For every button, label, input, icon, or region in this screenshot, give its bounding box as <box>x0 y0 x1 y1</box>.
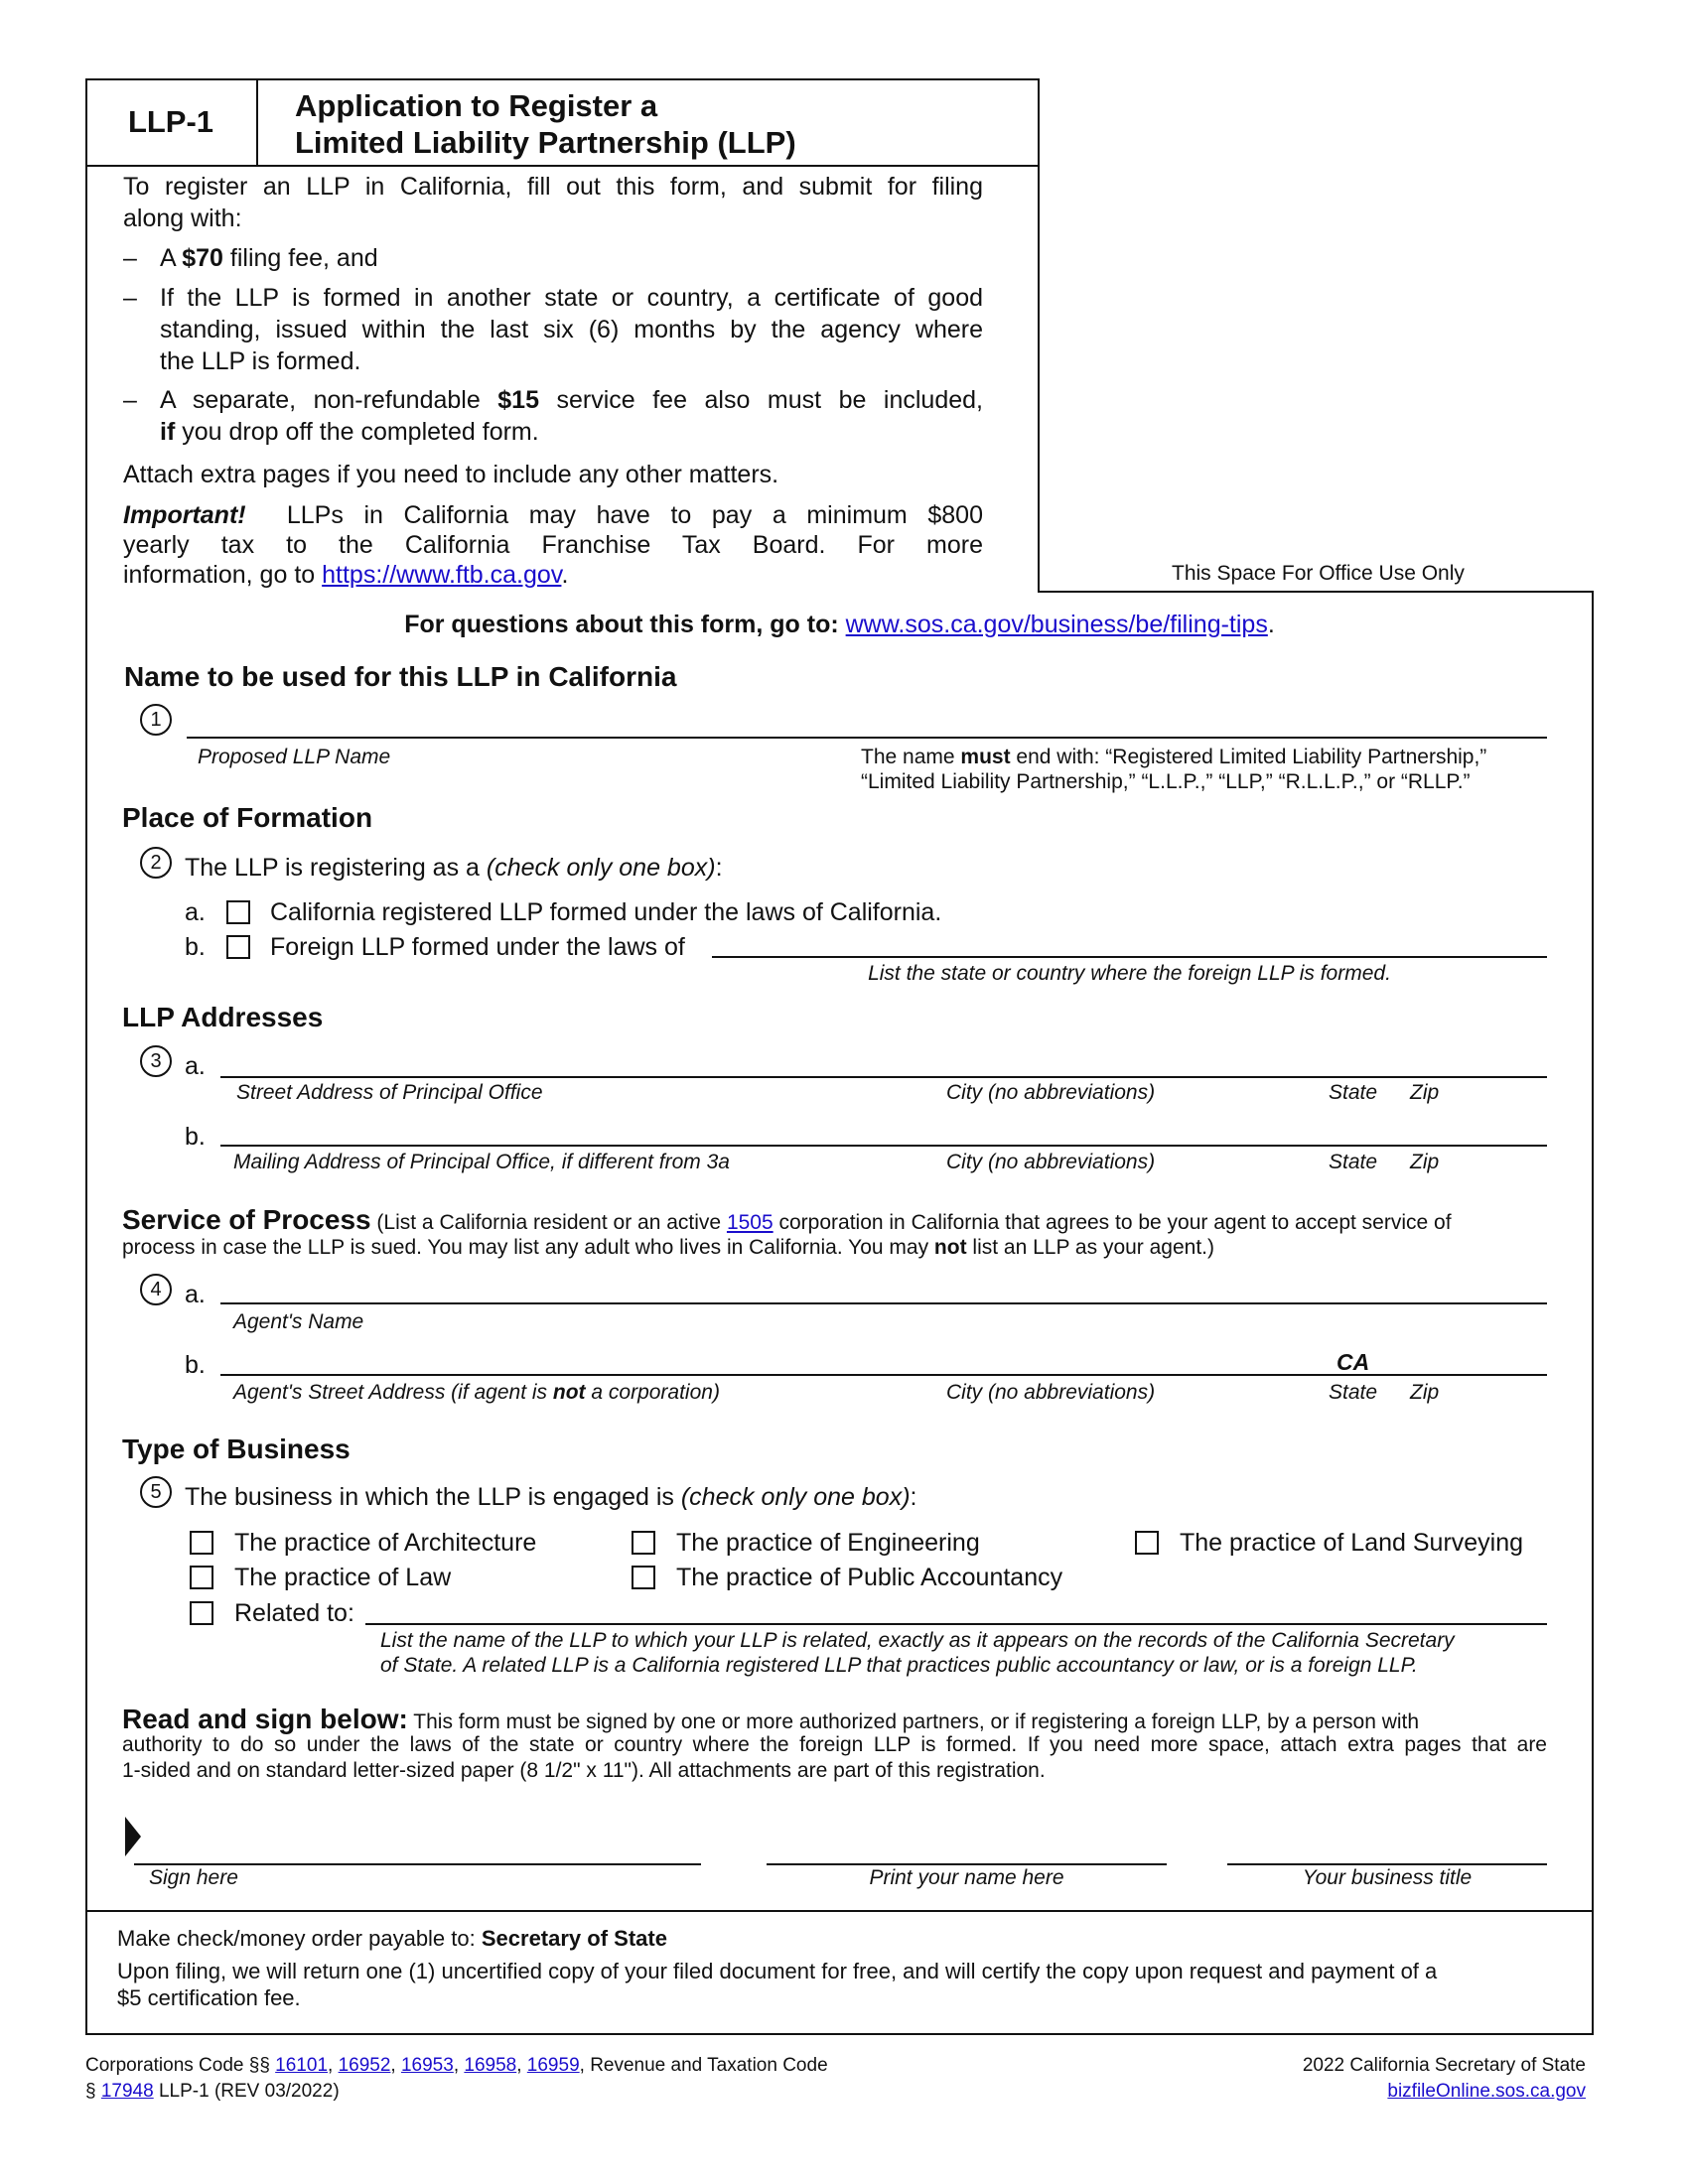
bizfile-link[interactable]: bizfileOnline.sos.ca.gov <box>1387 2081 1586 2102</box>
code-link[interactable]: 16953 <box>400 2055 454 2076</box>
border <box>85 165 1040 167</box>
office-use-label: This Space For Office Use Only <box>1172 562 1465 585</box>
code-link[interactable]: 16958 <box>464 2055 517 2076</box>
divider <box>85 1910 1594 1912</box>
field-label: Zip <box>1410 1381 1440 1404</box>
sign-instructions: 1-sided and on standard letter-sized paper (8 1/2" x 11"). All attachments are part of this registration. <box>122 1759 1046 1782</box>
item-number: 1 <box>140 704 172 736</box>
architecture-checkbox[interactable] <box>190 1531 213 1555</box>
t: , Revenue and Taxation Code <box>579 2055 828 2076</box>
footer-codes: Corporations Code §§ 16101, 16952, 16953, 16958, 16959, Revenue and Taxation Code <box>85 2055 828 2076</box>
t: Corporations Code §§ <box>85 2055 276 2076</box>
field-label: Zip <box>1410 1151 1440 1173</box>
field-label: Agent's Name <box>233 1310 364 1333</box>
important-note: yearly tax to the California Franchise Tax Board. For more <box>123 531 983 559</box>
t: not <box>933 1236 967 1259</box>
t: (check only one box) <box>486 854 716 882</box>
footer-revision <box>85 2081 340 2103</box>
item-number: 5 <box>140 1476 172 1508</box>
field-label: Zip <box>1410 1081 1440 1104</box>
border <box>256 78 258 166</box>
mailing-address-field[interactable] <box>220 1145 1547 1147</box>
intro-text: along with: <box>123 205 242 232</box>
border <box>1592 591 1594 2035</box>
bullet-text: If the LLP is formed in another state or country, a certificate of good <box>160 284 983 312</box>
t: This form must be signed by one or more authorized partners, or if registering a foreign LLP, by a person with <box>407 1710 1420 1733</box>
option-label: Foreign LLP formed under the laws of <box>270 933 685 961</box>
copy-note: Upon filing, we will return one (1) uncertified copy of your filed document for free, and will certify the copy upon request and payment of a <box>117 1959 1438 1983</box>
t: The LLP is registering as a <box>185 854 487 882</box>
filing-tips-link[interactable]: www.sos.ca.gov/business/be/filing-tips <box>845 611 1268 638</box>
item-number: 3 <box>140 1045 172 1077</box>
proposed-llp-name-field[interactable] <box>187 737 1547 739</box>
payee: Secretary of State <box>481 1926 667 1951</box>
section-heading: Service of Process <box>122 1204 371 1235</box>
t: LLPs in California may have to pay a minimum $800 <box>286 501 983 529</box>
field-label <box>233 1380 720 1406</box>
title-line: Application to Register a <box>295 88 658 123</box>
border <box>85 2033 1594 2035</box>
name-ending-note: “Limited Liability Partnership,” “L.L.P.,” “LLP,” “R.L.L.P.,” or “RLLP.” <box>861 770 1471 793</box>
form-title <box>295 87 796 161</box>
sign-arrow-icon <box>125 1817 141 1856</box>
field-help: of State. A related LLP is a California registered LLP that practices public accountancy or law, or is a foreign LLP. <box>380 1654 1418 1677</box>
option-label: The practice of Land Surveying <box>1180 1529 1524 1557</box>
field-label: Proposed LLP Name <box>198 746 391 768</box>
field-label: City (no abbreviations) <box>946 1081 1156 1104</box>
field-label: Street Address of Principal Office <box>236 1081 543 1104</box>
intro-text: To register an LLP in California, fill out this form, and submit for filing <box>123 173 983 201</box>
code-link[interactable]: 16101 <box>275 2055 329 2076</box>
t: (List a California resident or an active <box>370 1211 727 1234</box>
section-heading: Type of Business <box>122 1433 351 1464</box>
field-label: Sign here <box>149 1866 238 1889</box>
t: Make check/money order payable to: <box>117 1926 482 1951</box>
bullet-dash: – <box>123 244 137 272</box>
item-letter: b. <box>185 1351 206 1379</box>
option-letter: b. <box>185 933 206 961</box>
title-line: Limited Liability Partnership (LLP) <box>295 125 796 160</box>
t: service fee also must be included, <box>539 386 983 414</box>
field-label: State <box>1329 1151 1378 1173</box>
t: process in case the LLP is sued. You may list any adult who lives in California. You may <box>122 1236 934 1259</box>
option-label: The practice of Public Accountancy <box>676 1564 1063 1591</box>
t: A <box>160 244 183 272</box>
foreign-jurisdiction-field[interactable] <box>712 956 1547 958</box>
section-heading: Place of Formation <box>122 802 373 833</box>
t: (check only one box) <box>680 1483 911 1511</box>
payment-note <box>117 1926 667 1952</box>
bullet-text: the LLP is formed. <box>160 347 361 375</box>
border <box>85 78 1040 80</box>
t: if <box>160 418 176 446</box>
prompt <box>185 853 723 883</box>
t: list an LLP as your agent.) <box>966 1236 1215 1259</box>
code-1505-link[interactable]: 1505 <box>726 1211 774 1234</box>
california-llp-checkbox[interactable] <box>226 900 250 924</box>
service-desc <box>122 1235 1214 1261</box>
field-label: State <box>1329 1381 1378 1404</box>
t: must <box>960 746 1011 768</box>
item-letter: a. <box>185 1281 206 1308</box>
t: Agent's Street Address (if agent is <box>233 1381 553 1404</box>
section-heading: Name to be used for this LLP in California <box>124 661 677 692</box>
fee-amount: $15 <box>497 386 539 414</box>
law-checkbox[interactable] <box>190 1566 213 1589</box>
related-llp-field[interactable] <box>365 1623 1547 1625</box>
field-label: Mailing Address of Principal Office, if different from 3a <box>233 1151 730 1173</box>
attach-note: Attach extra pages if you need to include any other matters. <box>123 461 779 488</box>
t: The business in which the LLP is engaged is <box>185 1483 681 1511</box>
important-note <box>123 560 568 590</box>
field-label: City (no abbreviations) <box>946 1151 1156 1173</box>
bullet-text <box>160 417 539 447</box>
code-link[interactable]: 16959 <box>526 2055 580 2076</box>
t: For questions about this form, go to: <box>404 611 846 638</box>
option-label: Related to: <box>234 1599 354 1627</box>
item-letter: a. <box>185 1052 206 1080</box>
agent-address-field[interactable] <box>220 1374 1547 1376</box>
t: end with: “Registered Limited Liability Partnership,” <box>1010 746 1487 768</box>
t: The name <box>861 746 961 768</box>
section-heading: LLP Addresses <box>122 1002 324 1032</box>
principal-office-address-field[interactable] <box>220 1076 1547 1078</box>
option-label: The practice of Architecture <box>234 1529 537 1557</box>
t: : <box>910 1483 917 1511</box>
important-label: Important! <box>123 501 246 529</box>
prompt <box>185 1482 917 1512</box>
field-help: List the state or country where the foreign LLP is formed. <box>868 962 1391 985</box>
t: corporation in California that agrees to be your agent to accept service of <box>773 1211 1452 1234</box>
t: . <box>1267 611 1275 638</box>
option-label: The practice of Law <box>234 1564 452 1591</box>
field-label: City (no abbreviations) <box>946 1381 1156 1404</box>
t: information, go to <box>123 561 323 589</box>
foreign-llp-checkbox[interactable] <box>226 935 250 959</box>
bullet-dash: – <box>123 284 137 312</box>
bullet-text: standing, issued within the last six (6) months by the agency where <box>160 316 983 343</box>
item-letter: b. <box>185 1123 206 1151</box>
field-label: State <box>1329 1081 1378 1104</box>
t: LLP-1 (REV 03/2022) <box>153 2081 340 2102</box>
code-link[interactable]: 16952 <box>338 2055 391 2076</box>
item-number: 2 <box>140 847 172 879</box>
engineering-checkbox[interactable] <box>632 1531 655 1555</box>
ftb-link[interactable]: https://www.ftb.ca.gov <box>322 561 562 589</box>
bullet-fee <box>160 243 378 273</box>
item-number: 4 <box>140 1274 172 1305</box>
form-id: LLP-1 <box>127 104 214 139</box>
field-help: List the name of the LLP to which your LLP is related, exactly as it appears on the records of the California Secretary <box>380 1629 1455 1652</box>
option-letter: a. <box>185 898 206 926</box>
option-label: The practice of Engineering <box>676 1529 980 1557</box>
agent-state-value: CA <box>1336 1349 1370 1375</box>
sign-instructions: authority to do so under the laws of the state or country where the foreign LLP is formed. If you need more space, attach extra pages that are <box>122 1733 1547 1756</box>
service-of-process-heading <box>122 1204 1452 1239</box>
bullet-dash: – <box>123 386 137 414</box>
t: . <box>561 561 569 589</box>
public-accountancy-checkbox[interactable] <box>632 1566 655 1589</box>
agent-name-field[interactable] <box>220 1302 1547 1304</box>
t: A separate, non-refundable <box>160 386 498 414</box>
border <box>1038 78 1040 592</box>
fee-amount: $70 <box>182 244 223 272</box>
t: § <box>85 2081 101 2102</box>
t: filing fee, and <box>222 244 378 272</box>
border <box>85 78 87 2035</box>
questions-line <box>85 610 1594 639</box>
section-heading: Read and sign below: <box>122 1704 408 1734</box>
t: a corporation) <box>585 1381 720 1404</box>
important-note <box>123 500 983 530</box>
field-label: Your business title <box>1302 1866 1473 1889</box>
footer-copyright: 2022 California Secretary of State <box>1302 2055 1586 2076</box>
code-link[interactable]: 17948 <box>100 2081 154 2102</box>
land-surveying-checkbox[interactable] <box>1135 1531 1159 1555</box>
related-to-checkbox[interactable] <box>190 1601 213 1625</box>
name-ending-note <box>861 745 1486 770</box>
field-label: Print your name here <box>869 1866 1064 1889</box>
t: you drop off the completed form. <box>175 418 539 446</box>
bullet-text <box>160 385 983 415</box>
t: not <box>552 1381 586 1404</box>
border <box>1038 591 1594 593</box>
copy-note: $5 certification fee. <box>117 1985 301 2010</box>
t: : <box>715 854 723 882</box>
option-label: California registered LLP formed under the laws of California. <box>270 898 942 926</box>
